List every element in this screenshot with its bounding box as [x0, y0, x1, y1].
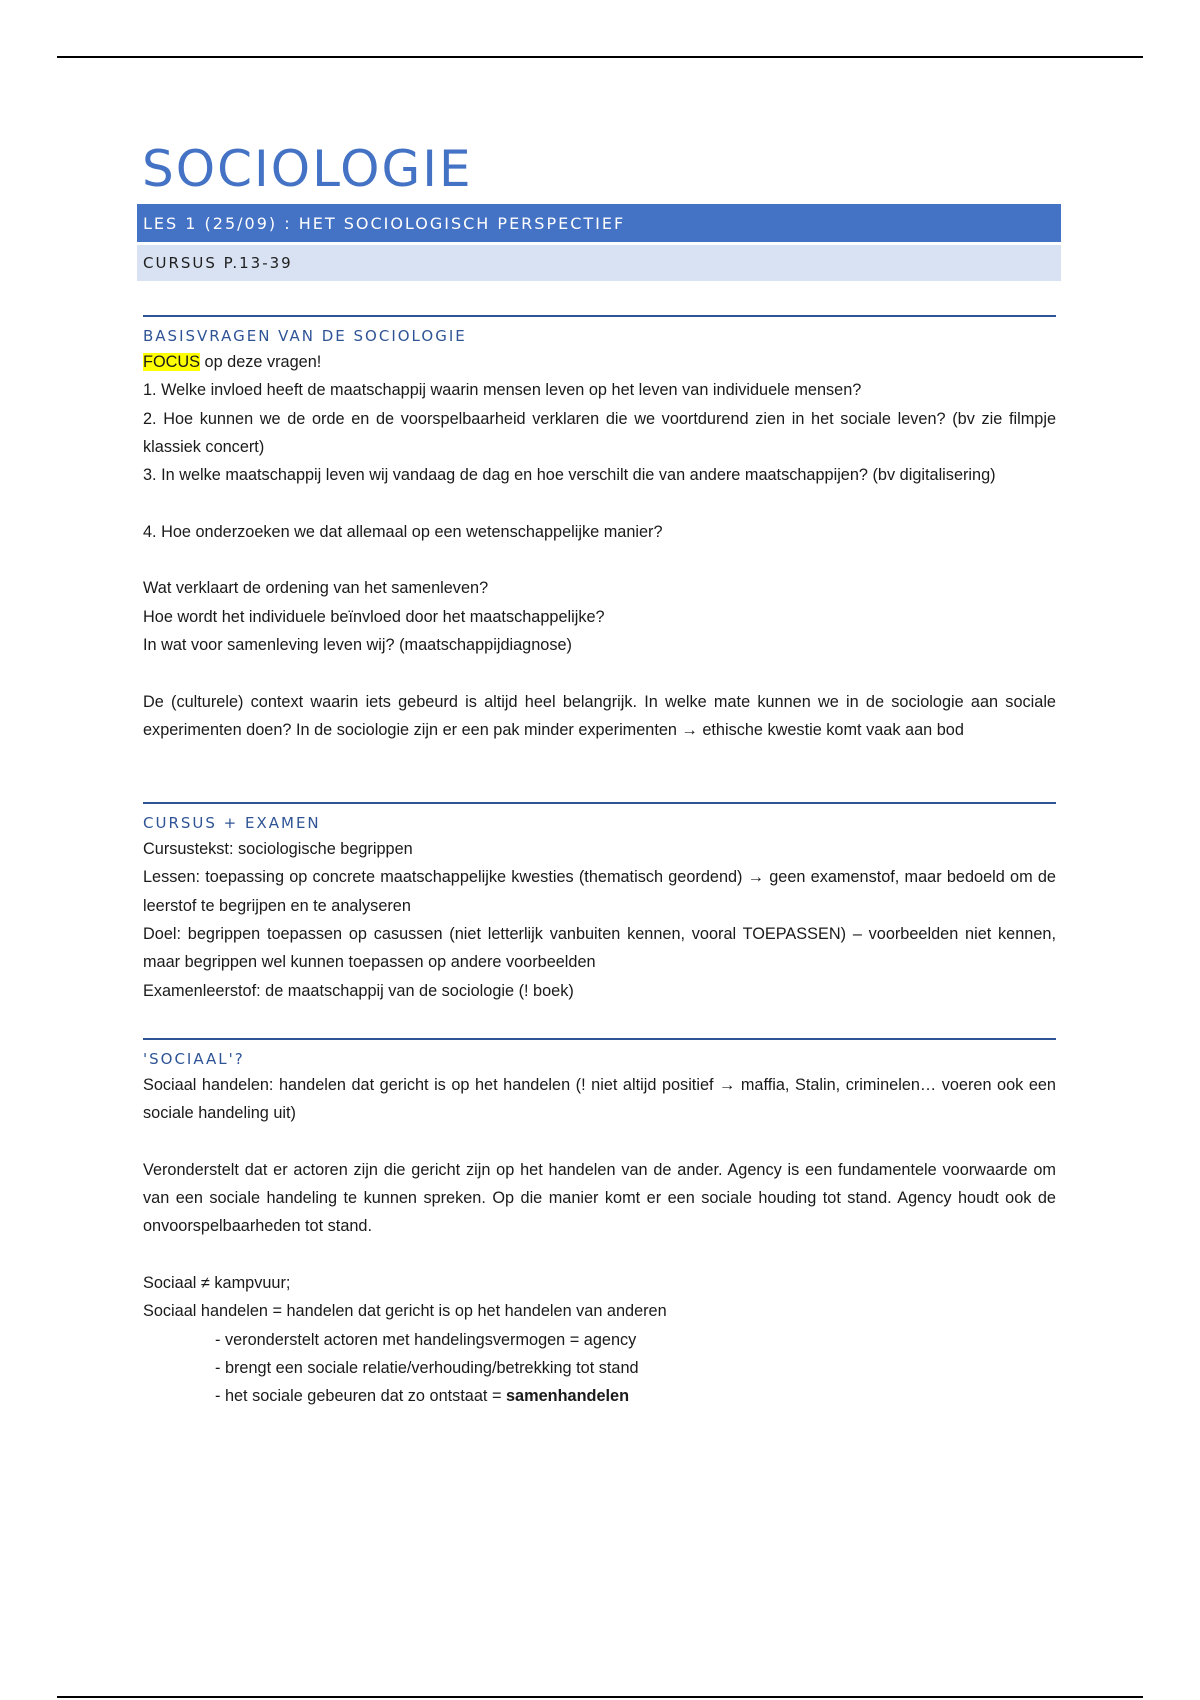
text-line: Sociaal handelen = handelen dat gericht is op het handelen van anderen: [143, 1302, 667, 1321]
question-1: 1. Welke invloed heeft de maatschappij waarin mensen leven op het leven van individuele mensen?: [143, 381, 862, 400]
paragraph: De (culturele) context waarin iets gebeurd is altijd heel belangrijk. In welke mate kunnen we in de sociologie aan sociale experimenten doen? In de sociologie zijn er een pak minder experimenten → ethische kwestie komt vaak aan bod: [143, 692, 1056, 739]
text-line: Hoe wordt het individuele beïnvloed door het maatschappelijke?: [143, 607, 605, 626]
bullet-line: - brengt een sociale relatie/verhouding/betrekking tot stand: [215, 1358, 639, 1377]
document-title: SOCIOLOGIE: [142, 140, 473, 198]
bullet-text: - het sociale gebeuren dat zo ontstaat =: [215, 1387, 506, 1406]
course-pages-heading: CURSUS P.13-39: [137, 245, 1061, 281]
footer-rule: [57, 1696, 1143, 1698]
text-line: In wat voor samenleving leven wij? (maatschappijdiagnose): [143, 635, 572, 654]
bullet-line: [143, 1382, 1056, 1410]
section-heading: BASISVRAGEN VAN DE SOCIOLOGIE: [143, 327, 467, 345]
bullet-line: - veronderstelt actoren met handelingsvermogen = agency: [215, 1330, 637, 1349]
focus-line: [143, 348, 1056, 376]
bold-term: samenhandelen: [506, 1387, 630, 1406]
question-3: 3. In welke maatschappij leven wij vandaag de dag en hoe verschilt die van andere maatschappijen? (bv digitalisering): [143, 466, 996, 485]
document-body: [143, 130, 1056, 1411]
section-basisvragen: [143, 315, 1056, 744]
section-cursus-examen: [143, 802, 1056, 1005]
paragraph: Veronderstelt dat er actoren zijn die gericht zijn op het handelen van de ander. Agency is een fundamentele voorwaarde om van een sociale handeling te kunnen spreken. Op die manier komt er een sociale houding tot stand. Agency houdt ook de onvoorspelbaarheden tot stand.: [143, 1160, 1056, 1236]
text-line: Examenleerstof: de maatschappij van de sociologie (! boek): [143, 981, 574, 1000]
header-rule: [57, 56, 1143, 58]
section-rule: [143, 802, 1056, 804]
highlighted-text: FOCUS: [143, 353, 200, 371]
section-heading: 'SOCIAAL'?: [143, 1049, 245, 1068]
text-line: Wat verklaart de ordening van het samenleven?: [143, 579, 489, 598]
text-line: Cursustekst: sociologische begrippen: [143, 840, 413, 859]
question-4: 4. Hoe onderzoeken we dat allemaal op een wetenschappelijke manier?: [143, 522, 663, 541]
section-rule: [143, 315, 1056, 317]
question-2: 2. Hoe kunnen we de orde en de voorspelbaarheid verklaren die we voortdurend zien in het sociale leven? (bv zie filmpje klassiek concert): [143, 409, 1056, 456]
section-rule: [143, 1038, 1056, 1040]
paragraph: Sociaal handelen: handelen dat gericht is op het handelen (! niet altijd positief → maffia, Stalin, criminelen… voeren ook een sociale handeling uit): [143, 1075, 1056, 1123]
section-sociaal: [143, 1038, 1056, 1411]
text-line: Doel: begrippen toepassen op casussen (niet letterlijk vanbuiten kennen, vooral TOEPASSEN) – voorbeelden niet kennen, maar begrippen wel kunnen toepassen op andere voorbeelden: [143, 925, 1056, 972]
lesson-heading: LES 1 (25/09) : HET SOCIOLOGISCH PERSPECTIEF: [137, 204, 1061, 242]
section-heading: CURSUS + EXAMEN: [143, 814, 321, 833]
text-line: Sociaal ≠ kampvuur;: [143, 1274, 291, 1293]
focus-rest: op deze vragen!: [199, 353, 322, 371]
text-line: Lessen: toepassing op concrete maatschappelijke kwesties (thematisch geordend) → geen examenstof, maar bedoeld om de leerstof te begrijpen en te analyseren: [143, 868, 1056, 915]
